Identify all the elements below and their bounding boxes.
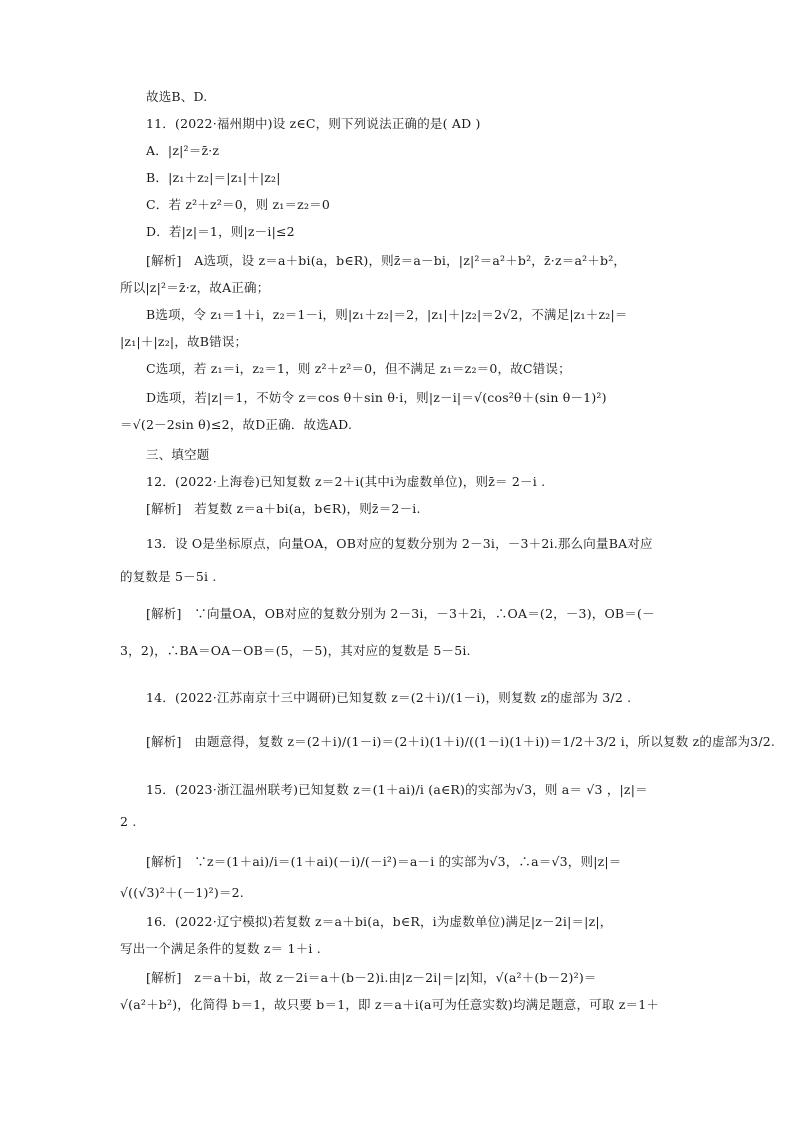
text-line: 11．(2022·福州期中)设 z∈C，则下列说法正确的是( AD ) bbox=[146, 116, 481, 131]
text-line: 3，2)，∴BA＝OA－OB＝(5，－5)，其对应的复数是 5－5i. bbox=[120, 643, 471, 658]
text-line: D．若|z|＝1，则|z－i|≤2 bbox=[146, 224, 295, 239]
text-line: [解析] ∵z＝(1＋ai)/i＝(1＋ai)(－i)/(－i²)＝a－i 的实部为√3，∴a＝√3，则|z|＝ bbox=[146, 854, 622, 869]
text-line: D选项，若|z|＝1，不妨令 z＝cos θ＋sin θ·i，则|z－i|＝√(cos²θ＋(sin θ－1)²) bbox=[146, 390, 607, 405]
text-line: [解析] A选项，设 z＝a＋bi(a，b∈R)，则z̄＝a－bi，|z|²＝a²＋b²，z̄·z＝a²＋b²， bbox=[146, 253, 627, 268]
text-line: √(a²＋b²)，化简得 b＝1，故只要 b＝1，即 z＝a＋i(a可为任意实数)均满足题意，可取 z＝1＋ bbox=[120, 997, 660, 1012]
text-line: ＝√(2－2sin θ)≤2，故D正确．故选AD. bbox=[120, 417, 353, 432]
text-line: 14．(2022·江苏南京十三中调研)已知复数 z＝(2＋i)/(1－i)，则复数 z的虚部为 3/2 . bbox=[146, 690, 632, 705]
text-line: [解析] z＝a＋bi，故 z－2i＝a＋(b－2)i.由|z－2i|＝|z|知，√(a²＋(b－2)²)＝ bbox=[146, 970, 597, 985]
text-line: [解析] ∵向量OA，OB对应的复数分别为 2－3i，－3＋2i，∴OA＝(2，－3)，OB＝(－ bbox=[146, 606, 655, 621]
text-line: A．|z|²＝z̄·z bbox=[146, 143, 220, 158]
text-line: 所以|z|²＝z̄·z，故A正确； bbox=[120, 280, 270, 295]
text-line: [解析] 若复数 z＝a＋bi(a，b∈R)，则z̄＝2－i. bbox=[146, 501, 421, 516]
text-line: B选项，令 z₁＝1＋i，z₂＝1－i，则|z₁＋z₂|＝2，|z₁|＋|z₂|＝2√2，不满足|z₁＋z₂|＝ bbox=[146, 307, 628, 322]
text-line: |z₁|＋|z₂|，故B错误； bbox=[120, 334, 248, 349]
text-line: 12．(2022·上海卷)已知复数 z＝2＋i(其中i为虚数单位)，则z̄＝ 2－i . bbox=[146, 474, 546, 489]
text-line: 写出一个满足条件的复数 z＝ 1＋i . bbox=[120, 941, 321, 956]
text-line: 三、填空题 bbox=[146, 447, 210, 462]
text-line: C选项，若 z₁＝i，z₂＝1，则 z²＋z²＝0，但不满足 z₁＝z₂＝0，故C错误； bbox=[146, 361, 571, 376]
text-line: C．若 z²＋z²＝0，则 z₁＝z₂＝0 bbox=[146, 197, 331, 212]
text-line: 2 . bbox=[120, 814, 137, 829]
text-line: √((√3)²＋(－1)²)＝2. bbox=[120, 885, 244, 900]
text-line: [解析] 由题意得，复数 z＝(2＋i)/(1－i)＝(2＋i)(1＋i)/((1－i)(1＋i))＝1/2＋3/2 i，所以复数 z的虚部为3/2. bbox=[146, 734, 776, 749]
text-line: 13．设 O是坐标原点，向量OA，OB对应的复数分别为 2－3i，－3＋2i.那么向量BA对应 bbox=[146, 536, 653, 551]
text-line: 16．(2022·辽宁模拟)若复数 z＝a＋bi(a，b∈R，i为虚数单位)满足|z－2i|＝|z|， bbox=[146, 914, 613, 929]
text-line: 故选B、D. bbox=[146, 89, 208, 104]
text-line: B．|z₁＋z₂|＝|z₁|＋|z₂| bbox=[146, 170, 281, 185]
text-line: 的复数是 5－5i . bbox=[120, 569, 217, 584]
text-line: 15．(2023·浙江温州联考)已知复数 z＝(1＋ai)/i (a∈R)的实部为√3，则 a＝ √3 ，|z|＝ bbox=[146, 782, 648, 797]
